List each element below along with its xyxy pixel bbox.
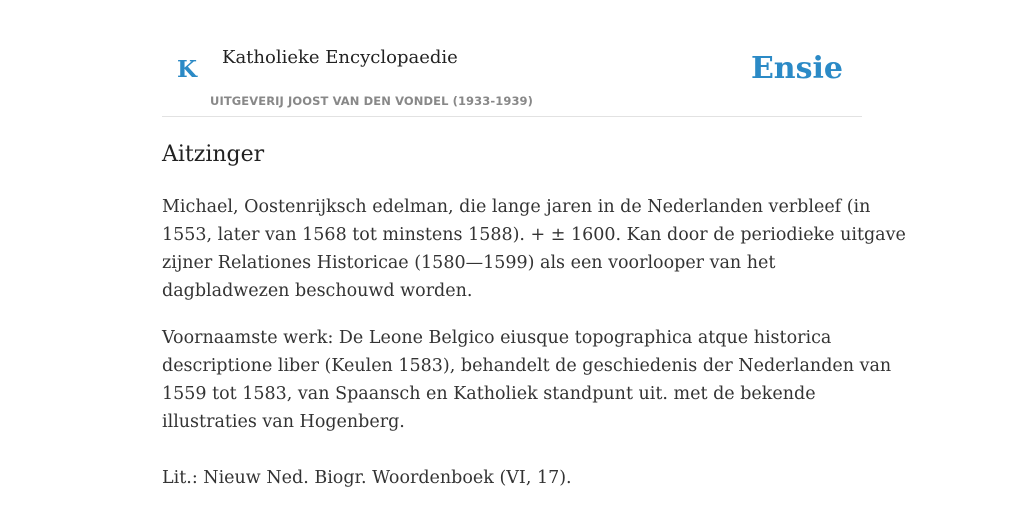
ensie-logo[interactable]: Ensie [750,51,843,86]
paragraph-line: zijner Relationes Historicae (1580—1599) als een voorlooper van het [162,253,776,273]
paragraph-line: 1559 tot 1583, van Spaansch en Katholiek standpunt uit. met de bekende [162,384,816,404]
paragraph-line: descriptione liber (Keulen 1583), behandelt de geschiedenis der Nederlanden van [162,356,892,376]
paragraph-line: dagbladwezen beschouwd worden. [162,281,473,301]
encyclopedia-logo[interactable]: K [177,56,197,83]
paragraph-line: Voornaamste werk: De Leone Belgico eiusque topographica atque historica [162,328,832,348]
site-header [162,36,862,117]
literature-reference: Lit.: Nieuw Ned. Biogr. Woordenboek (VI, 17). [162,468,572,488]
article [162,140,906,492]
publication-title[interactable]: Katholieke Encyclopaedie [222,47,458,68]
paragraph-line: illustraties van Hogenberg. [162,412,405,432]
article-paragraph-1 [162,193,906,305]
article-paragraph-2 [162,324,892,436]
publisher-label: UITGEVERIJ JOOST VAN DEN VONDEL (1933-1939) [210,94,533,108]
article-title: Aitzinger [162,142,265,167]
paragraph-line: Michael, Oostenrijksch edelman, die lange jaren in de Nederlanden verbleef (in [162,197,871,217]
paragraph-line: 1553, later van 1568 tot minstens 1588). + ± 1600. Kan door de periodieke uitgave [162,225,906,245]
